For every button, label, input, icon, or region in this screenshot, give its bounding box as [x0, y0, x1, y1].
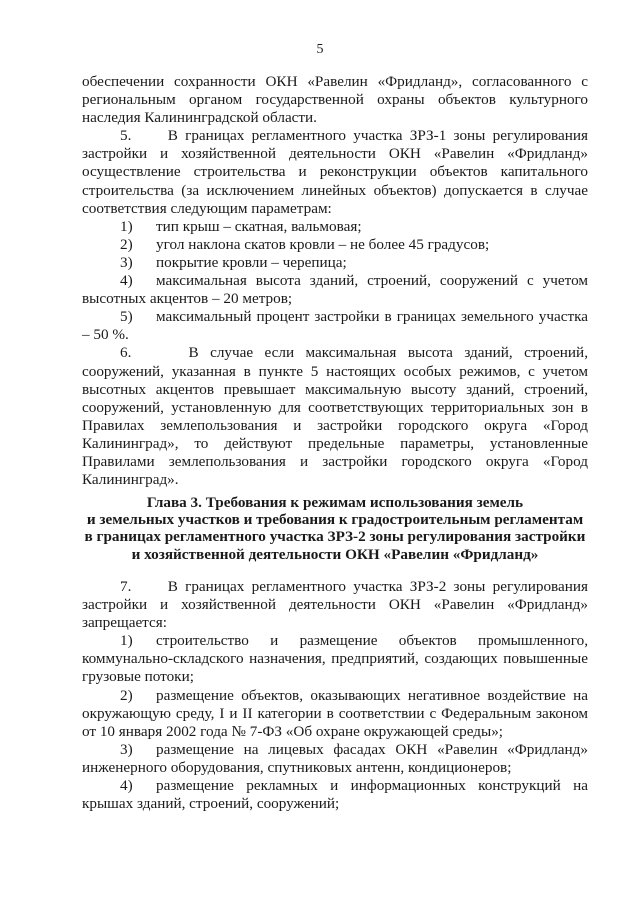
prohibition-number: 4) [120, 777, 133, 795]
param-item-2 [82, 236, 588, 254]
param-item-4 [82, 272, 588, 308]
prohibition-number: 3) [120, 740, 133, 758]
prohibition-item-1 [82, 632, 588, 686]
paragraph-7: 7. В границах регламентного участка ЗРЗ-2 зоны регулирования застройки и хозяйственной деятельности ОКН «Равелин «Фридланд» запрещается: [82, 578, 588, 632]
prohibition-text: размещение на лицевых фасадах ОКН «Равелин «Фридланд» инженерного оборудования, спутниковых антенн, кондиционеров; [82, 740, 588, 776]
prohibition-item-2 [82, 687, 588, 741]
param-item-1 [82, 218, 588, 236]
page-number: 5 [316, 42, 324, 57]
param-number: 1) [120, 217, 133, 235]
intro-paragraph: обеспечении сохранности ОКН «Равелин «Фридланд», согласованного с региональным органом государственной охраны объектов культурного наследия Калининградской области. [82, 73, 588, 127]
paragraph-5: 5. В границах регламентного участка ЗРЗ-1 зоны регулирования застройки и хозяйственной деятельности ОКН «Равелин «Фридланд» осуществление строительства и реконструкции объектов капитального строительства (за исключением линейных объектов) допускается в случае соответствия следующим параметрам: [82, 127, 588, 217]
heading-line-2: и земельных участков и требования к градостроительным регламентам [86, 511, 584, 529]
prohibition-item-4 [82, 777, 588, 813]
heading-line-1: Глава 3. Требования к режимам использования земель [146, 494, 524, 511]
param-number: 3) [120, 253, 133, 271]
prohibition-text: размещение объектов, оказывающих негативное воздействие на окружающую среду, I и II категории в соответствии с Федеральным законом от 10 января 2002 года № 7-ФЗ «Об охране окружающей среды»; [82, 686, 588, 740]
param-text: угол наклона скатов кровли – не более 45 градусов; [156, 235, 490, 253]
param-text: тип крыш – скатная, вальмовая; [156, 217, 362, 235]
paragraph-6: 6. В случае если максимальная высота зданий, строений, сооружений, указанная в пункте 5 настоящих особых режимов, с учетом высотных акцентов превышает максимальную высоту зданий, строений, сооружений, установленную для соответствующих территориальных зон в Правилах землепользования и застройки городского округа «Город Калининград», то действуют предельные параметры, установленные Правилами землепользования и застройки городского округа «Город Калининград». [82, 344, 588, 489]
param-text: максимальная высота зданий, строений, сооружений с учетом высотных акцентов – 20 метров; [82, 272, 588, 308]
param-text: максимальный процент застройки в границах земельного участка – 50 %. [82, 308, 588, 344]
param-number: 4) [120, 272, 133, 290]
heading-line-3: в границах регламентного участка ЗРЗ-2 зоны регулирования застройки [84, 528, 586, 546]
param-number: 2) [120, 235, 133, 253]
heading-line-4: и хозяйственной деятельности ОКН «Равелин «Фридланд» [131, 545, 539, 563]
param-item-3 [82, 254, 588, 272]
prohibition-text: строительство и размещение объектов промышленного, коммунально-складского назначения, предприятий, создающих повышенные грузовые потоки; [82, 632, 588, 686]
param-item-5 [82, 308, 588, 344]
prohibition-number: 2) [120, 686, 133, 704]
prohibition-item-3 [82, 741, 588, 777]
param-number: 5) [120, 308, 133, 326]
body-text-bottom [82, 578, 588, 813]
prohibition-number: 1) [120, 632, 133, 650]
chapter-heading [82, 494, 588, 563]
param-text: покрытие кровли – черепица; [156, 253, 347, 271]
prohibition-text: размещение рекламных и информационных конструкций на крышах зданий, строений, сооружений; [82, 777, 588, 813]
body-text-top [82, 73, 588, 489]
